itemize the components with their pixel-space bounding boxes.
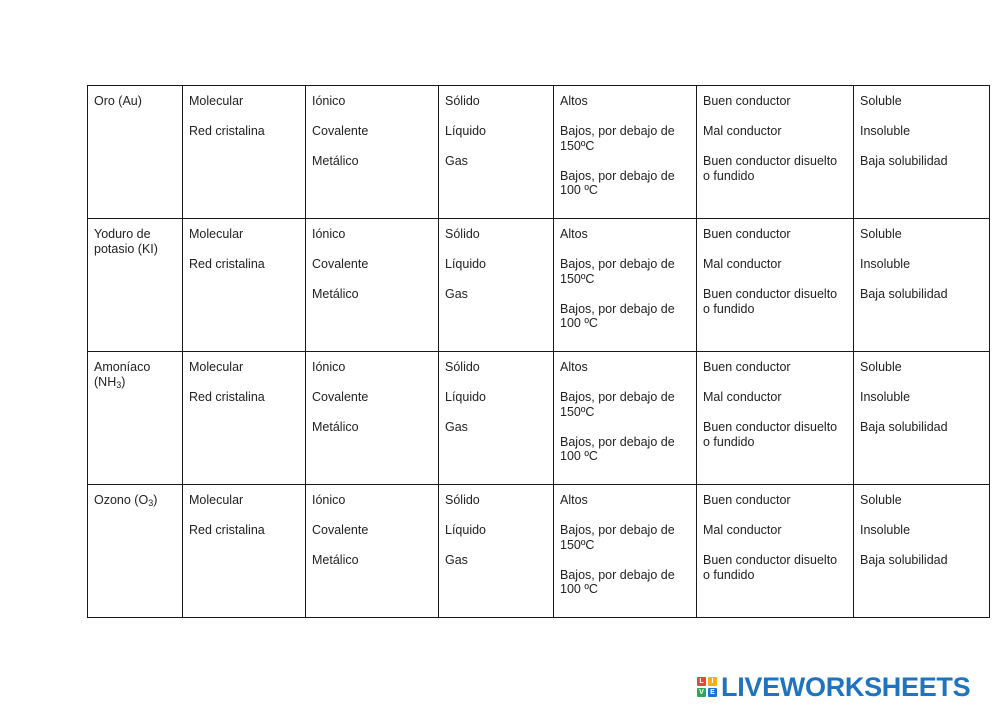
- state-option[interactable]: Líquido: [445, 124, 487, 138]
- conductivity-option[interactable]: Buen conductor: [703, 227, 791, 241]
- melting-point-option[interactable]: Altos: [560, 360, 588, 374]
- state-option[interactable]: Gas: [445, 154, 468, 168]
- bond-option[interactable]: Iónico: [312, 227, 346, 241]
- table-row: [88, 485, 990, 618]
- conductivity-option[interactable]: Mal conductor: [703, 523, 782, 537]
- state-option[interactable]: Sólido: [445, 227, 480, 241]
- melting-point-cell: [554, 86, 697, 219]
- bond-option[interactable]: Metálico: [312, 553, 359, 567]
- structure-option[interactable]: Red cristalina: [189, 390, 265, 404]
- compound-cell: [88, 485, 183, 618]
- solubility-cell: [854, 485, 990, 618]
- melting-point-option[interactable]: Altos: [560, 227, 588, 241]
- conductivity-cell: [697, 86, 854, 219]
- conductivity-option[interactable]: Buen conductor: [703, 94, 791, 108]
- solubility-cell: [854, 219, 990, 352]
- bond-cell: [306, 352, 439, 485]
- state-option[interactable]: Sólido: [445, 360, 480, 374]
- melting-point-option[interactable]: Bajos, por debajo de 100 ºC: [560, 567, 675, 596]
- melting-point-cell: [554, 485, 697, 618]
- state-cell: [439, 86, 554, 219]
- table-row: [88, 352, 990, 485]
- bond-option[interactable]: Covalente: [312, 390, 369, 404]
- liveworksheets-logo: [697, 672, 970, 702]
- compound-cell: [88, 219, 183, 352]
- melting-point-option[interactable]: Bajos, por debajo de 100 ºC: [560, 168, 675, 197]
- conductivity-option[interactable]: Mal conductor: [703, 390, 782, 404]
- melting-point-option[interactable]: Altos: [560, 493, 588, 507]
- solubility-option[interactable]: Baja solubilidad: [860, 287, 948, 301]
- solubility-cell: [854, 352, 990, 485]
- melting-point-cell: [554, 219, 697, 352]
- bond-cell: [306, 485, 439, 618]
- conductivity-cell: [697, 219, 854, 352]
- structure-option[interactable]: Red cristalina: [189, 523, 265, 537]
- melting-point-option[interactable]: Bajos, por debajo de 150ºC: [560, 257, 675, 286]
- solubility-option[interactable]: Soluble: [860, 493, 902, 507]
- worksheet-table: [87, 85, 990, 618]
- bond-option[interactable]: Metálico: [312, 287, 359, 301]
- conductivity-option[interactable]: Mal conductor: [703, 124, 782, 138]
- solubility-option[interactable]: Insoluble: [860, 390, 911, 404]
- bond-cell: [306, 219, 439, 352]
- conductivity-cell: [697, 485, 854, 618]
- solubility-option[interactable]: Soluble: [860, 94, 902, 108]
- state-cell: [439, 485, 554, 618]
- bond-option[interactable]: Metálico: [312, 420, 359, 434]
- melting-point-option[interactable]: Bajos, por debajo de 100 ºC: [560, 301, 675, 330]
- state-option[interactable]: Líquido: [445, 257, 487, 271]
- conductivity-option[interactable]: Buen conductor: [703, 493, 791, 507]
- bond-option[interactable]: Iónico: [312, 360, 346, 374]
- melting-point-option[interactable]: Bajos, por debajo de 100 ºC: [560, 434, 675, 463]
- conductivity-option[interactable]: Mal conductor: [703, 257, 782, 271]
- conductivity-cell: [697, 352, 854, 485]
- state-option[interactable]: Gas: [445, 553, 468, 567]
- state-option[interactable]: Gas: [445, 287, 468, 301]
- state-option[interactable]: Líquido: [445, 523, 487, 537]
- bond-option[interactable]: Covalente: [312, 523, 369, 537]
- state-cell: [439, 352, 554, 485]
- structure-option[interactable]: Red cristalina: [189, 124, 265, 138]
- solubility-option[interactable]: Soluble: [860, 360, 902, 374]
- bond-option[interactable]: Iónico: [312, 493, 346, 507]
- compound-name: Yoduro de potasio (KI): [94, 227, 158, 256]
- logo-mark-icon: L I V E: [697, 677, 717, 697]
- structure-cell: [183, 485, 306, 618]
- table-row: [88, 86, 990, 219]
- melting-point-option[interactable]: Bajos, por debajo de 150ºC: [560, 523, 675, 552]
- bond-option[interactable]: Covalente: [312, 124, 369, 138]
- conductivity-option[interactable]: Buen conductor disuelto o fundido: [703, 553, 838, 582]
- conductivity-option[interactable]: Buen conductor disuelto o fundido: [703, 154, 838, 183]
- structure-cell: [183, 352, 306, 485]
- structure-option[interactable]: Red cristalina: [189, 257, 265, 271]
- melting-point-cell: [554, 352, 697, 485]
- compound-cell: [88, 86, 183, 219]
- compound-cell: [88, 352, 183, 485]
- solubility-option[interactable]: Baja solubilidad: [860, 154, 948, 168]
- melting-point-option[interactable]: Altos: [560, 94, 588, 108]
- conductivity-option[interactable]: Buen conductor disuelto o fundido: [703, 420, 838, 449]
- structure-option[interactable]: Molecular: [189, 94, 244, 108]
- bond-option[interactable]: Covalente: [312, 257, 369, 271]
- solubility-cell: [854, 86, 990, 219]
- table-row: [88, 219, 990, 352]
- state-option[interactable]: Sólido: [445, 94, 480, 108]
- structure-cell: [183, 219, 306, 352]
- state-cell: [439, 219, 554, 352]
- conductivity-option[interactable]: Buen conductor: [703, 360, 791, 374]
- compound-name: Ozono $(O_3)$: [94, 493, 158, 508]
- logo-wordmark: LIVEWORKSHEETS: [721, 672, 971, 702]
- solubility-option[interactable]: Baja solubilidad: [860, 420, 948, 434]
- structure-cell: [183, 86, 306, 219]
- structure-option[interactable]: Molecular: [189, 493, 244, 507]
- compound-name: Oro (Au): [94, 94, 142, 108]
- conductivity-option[interactable]: Buen conductor disuelto o fundido: [703, 287, 838, 316]
- solubility-option[interactable]: Insoluble: [860, 257, 911, 271]
- bond-option[interactable]: Metálico: [312, 154, 359, 168]
- structure-option[interactable]: Molecular: [189, 360, 244, 374]
- state-option[interactable]: Líquido: [445, 390, 487, 404]
- melting-point-option[interactable]: Bajos, por debajo de 150ºC: [560, 390, 675, 419]
- melting-point-option[interactable]: Bajos, por debajo de 150ºC: [560, 124, 675, 153]
- solubility-option[interactable]: Insoluble: [860, 523, 911, 537]
- bond-option[interactable]: Iónico: [312, 94, 346, 108]
- state-option[interactable]: Gas: [445, 420, 468, 434]
- structure-option[interactable]: Molecular: [189, 227, 244, 241]
- solubility-option[interactable]: Insoluble: [860, 124, 911, 138]
- compound-name: Amoníaco $(NH_3)$: [94, 360, 151, 390]
- solubility-option[interactable]: Baja solubilidad: [860, 553, 948, 567]
- solubility-option[interactable]: Soluble: [860, 227, 902, 241]
- bond-cell: [306, 86, 439, 219]
- state-option[interactable]: Sólido: [445, 493, 480, 507]
